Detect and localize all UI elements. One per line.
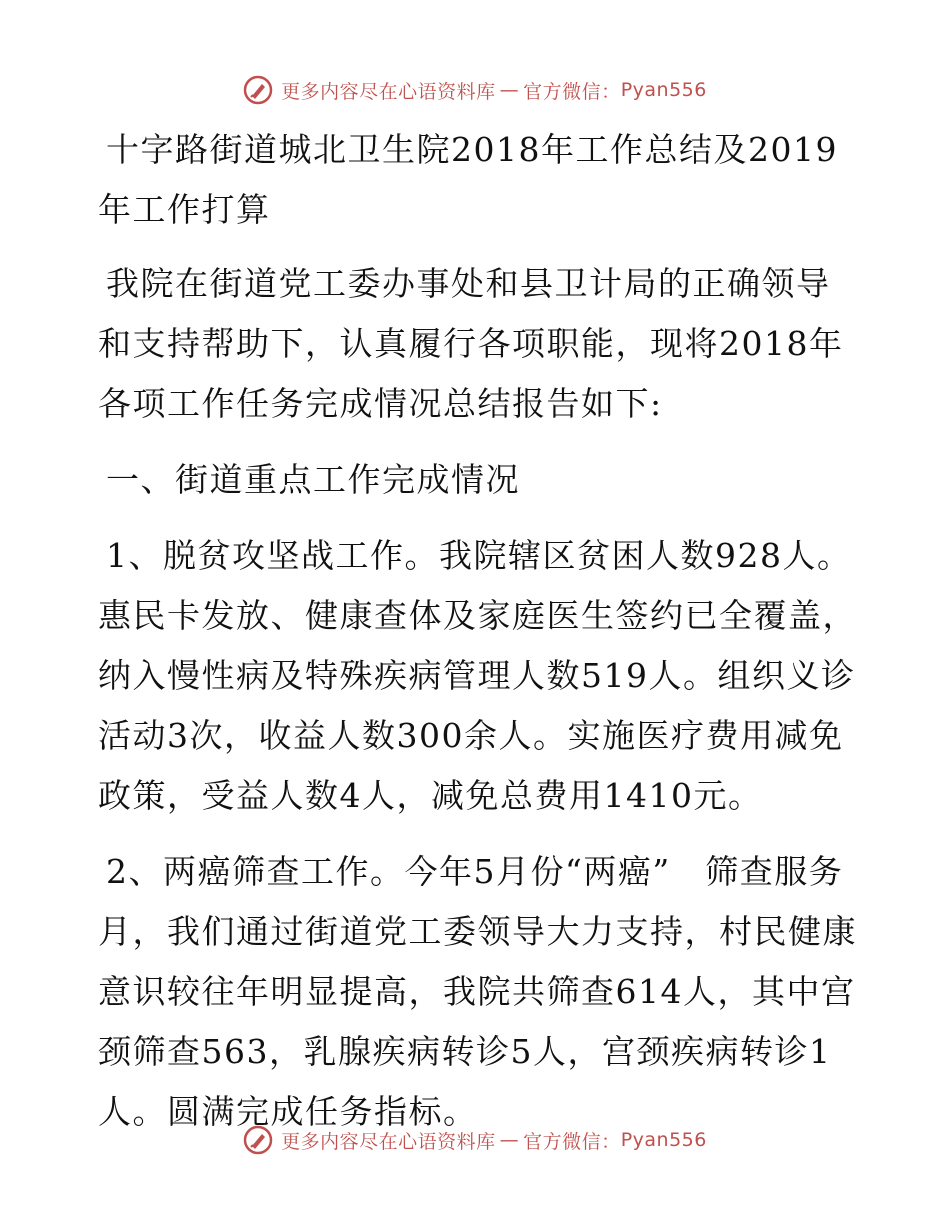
pen-seal-logo-icon — [243, 1125, 273, 1155]
watermark-wechat-label: 官方微信： — [523, 80, 621, 103]
header-watermark — [0, 70, 950, 110]
item-paragraph-1: 1、脱贫攻坚战工作。我院辖区贫困人数928人。惠民卡发放、健康查体及家庭医生签约已全覆盖，纳入慢性病及特殊疾病管理人数519人。组织义诊活动3次，收益人数300余人。实施医疗费用减免政策，受益人数4人，减免总费用1410元。 — [98, 536, 857, 815]
watermark-dash: — — [499, 79, 520, 101]
section-heading: 一、街道重点工作完成情况 — [106, 460, 520, 499]
watermark-text: 更多内容尽在心语资料库 — [281, 80, 496, 103]
footer-watermark — [0, 1120, 950, 1160]
document-title: 十字路街道城北卫生院2018年工作总结及2019年工作打算 — [98, 130, 838, 229]
pen-seal-logo-icon — [243, 75, 273, 105]
watermark-text: 更多内容尽在心语资料库 — [281, 1130, 496, 1153]
watermark-dash: — — [499, 1129, 520, 1151]
watermark-wechat-id: Pyan556 — [620, 79, 707, 101]
watermark-wechat-id: Pyan556 — [620, 1129, 707, 1151]
intro-paragraph: 我院在街道党工委办事处和县卫计局的正确领导和支持帮助下，认真履行各项职能，现将2018年各项工作任务完成情况总结报告如下: — [98, 264, 844, 423]
watermark-wechat-label: 官方微信： — [523, 1130, 621, 1153]
document-body — [98, 120, 858, 1158]
item-paragraph-2: 2、两癌筛查工作。今年5月份“两癌” 筛查服务月，我们通过街道党工委领导大力支持，村民健康意识较往年明显提高，我院共筛查614人，其中宫颈筛查563，乳腺疾病转诊5人，宫颈疾病转诊1人。圆满完成任务指标。 — [98, 852, 857, 1131]
